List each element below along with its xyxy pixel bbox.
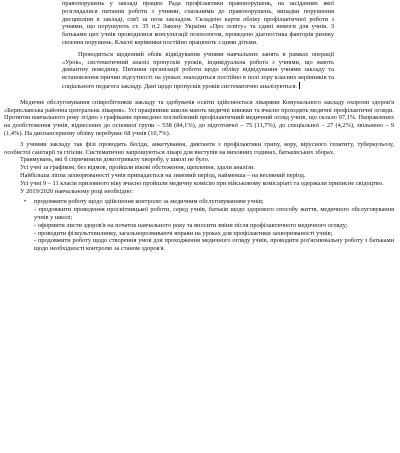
- text-cursor: [299, 82, 300, 89]
- list-item-text: - продовжити роботу щодо створення умов для проходження медичного огляду учнів, проводити роз'яснювальну роботу з батьками щодо необхідності контролю за станом здоров'я.: [34, 237, 394, 253]
- list-item-text: продовжити роботу щодо здійснення контролю за медичним обслуговуванням учнів;: [34, 198, 264, 206]
- bullet-icon: •: [24, 198, 27, 206]
- paragraph-military-commission: Усі учні 9 – 11 класів призовного віку вчасно пройшли медичну комісію при військовому комісаріаті та одержали приписне свідоцтво.: [20, 179, 384, 187]
- paragraph-attendance: [62, 51, 334, 91]
- task-list: [4, 198, 394, 253]
- paragraph-tasks-intro: У 2019/2020 навчальному році необхідно:: [20, 187, 134, 195]
- task-list-section: [4, 198, 394, 253]
- section-attendance: [62, 51, 334, 91]
- list-item: [4, 206, 394, 222]
- list-item-text: - продовжити проведення просвітницької роботи, серед учнів, батьків щодо здорового способу життя, медичного обслуговування учнів у школі;: [34, 206, 394, 221]
- paragraph-attendance-text: Проводиться щоденний облік відвідування учнями навчальних занять в рамках операції «Урок», систематичний аналіз пропусків уроків, індивідуальна робота з учнями, що мають девіантну поведінку. Питання організації роботи щодо обліку відвідування учнями закладу та встановлення причин відсутності на уроках знаходиться постійно в полі зору класних керівників та соціального педагога закладу. Дані щодо пропусків уроків систематично аналізуються.: [62, 50, 334, 90]
- paragraph-injuries: Травмувань, які б спричинили довготривалу хворобу, у школі не було.: [20, 156, 210, 164]
- paragraph-seasonal-illness: Найбільша ліппа захворюваності учнів припадається на зимовий період, найменша – на весняний період.: [20, 171, 306, 179]
- list-item-text: - проводити фізкультхвилинку, загальнорозвиваючі вправи на уроках для профілактики захворюваності учнів;: [34, 229, 333, 237]
- list-item: [4, 230, 394, 238]
- list-item: [4, 198, 394, 206]
- list-item-text: - оформити листи здоров'я на початок навчального року та вносити зміни після профілактичного медичного огляду;: [34, 221, 348, 229]
- paragraph-health-talks: З учнями закладу так фізі проводять бесіди, анкетування, диктанти з профілактики грипу, кору, вірусного гепатиту, туберкульозу, особистої санітарії та гігієни. Систематично запрошуються лікарі для виступів на виховних годинах, батьківських зборах.: [4, 140, 394, 156]
- list-item: [4, 237, 394, 253]
- section-medical: [4, 99, 394, 196]
- paragraph-vaccination: Усі учні за графіком, без відмов, пройшли вікові обстеження, щеплення, здали аналізи.: [20, 164, 255, 172]
- paragraph-offense-prevention: правопорушень у закладі працює Рада профілактики правопорушень, на засіданнях якої розглядалися питання роботи з учнями, схильними до правопорушень, випадки порушення дисципліни в закладі, сім'ї за поза закладом. Складено карти обліку профілактичної роботи з учнями, що порушують ст. 35 п.2 Закону України «Про освіту» та єдині вимоги для учнів. З батьками цих учнів проводилися консультації психологом, проведено діагностика факторів ризику скоєння порушень. Класні керівники постійно працюють з цими дітьми.: [62, 0, 334, 46]
- list-item: [4, 222, 394, 230]
- paragraph-medical-service: Медичне обслуговування співробітників закладу та здобувачів освіти здійснюється лікарями Комунального закладу охорони здоров'я «Бериславська районна центральна лікарня». Усі працівники школи мають медичні книжки та вчасно проходять медичні профілактичні огляди. Протягом навчального року згідно з графіками проведено поглиблений профілактичний медичний огляд учнів, що склало 97,1%. Направлених на дообстеження учнів, віднесених до основної групи – 538 (84,1%), до підготовчої – 75 (11,7%), до спеціальної – 27 (4,2%), звільнено – 9 (1,4%). На диспансерному обліку перебуває 68 учнів (10,7%).: [4, 98, 394, 137]
- section-discipline: [62, 0, 334, 47]
